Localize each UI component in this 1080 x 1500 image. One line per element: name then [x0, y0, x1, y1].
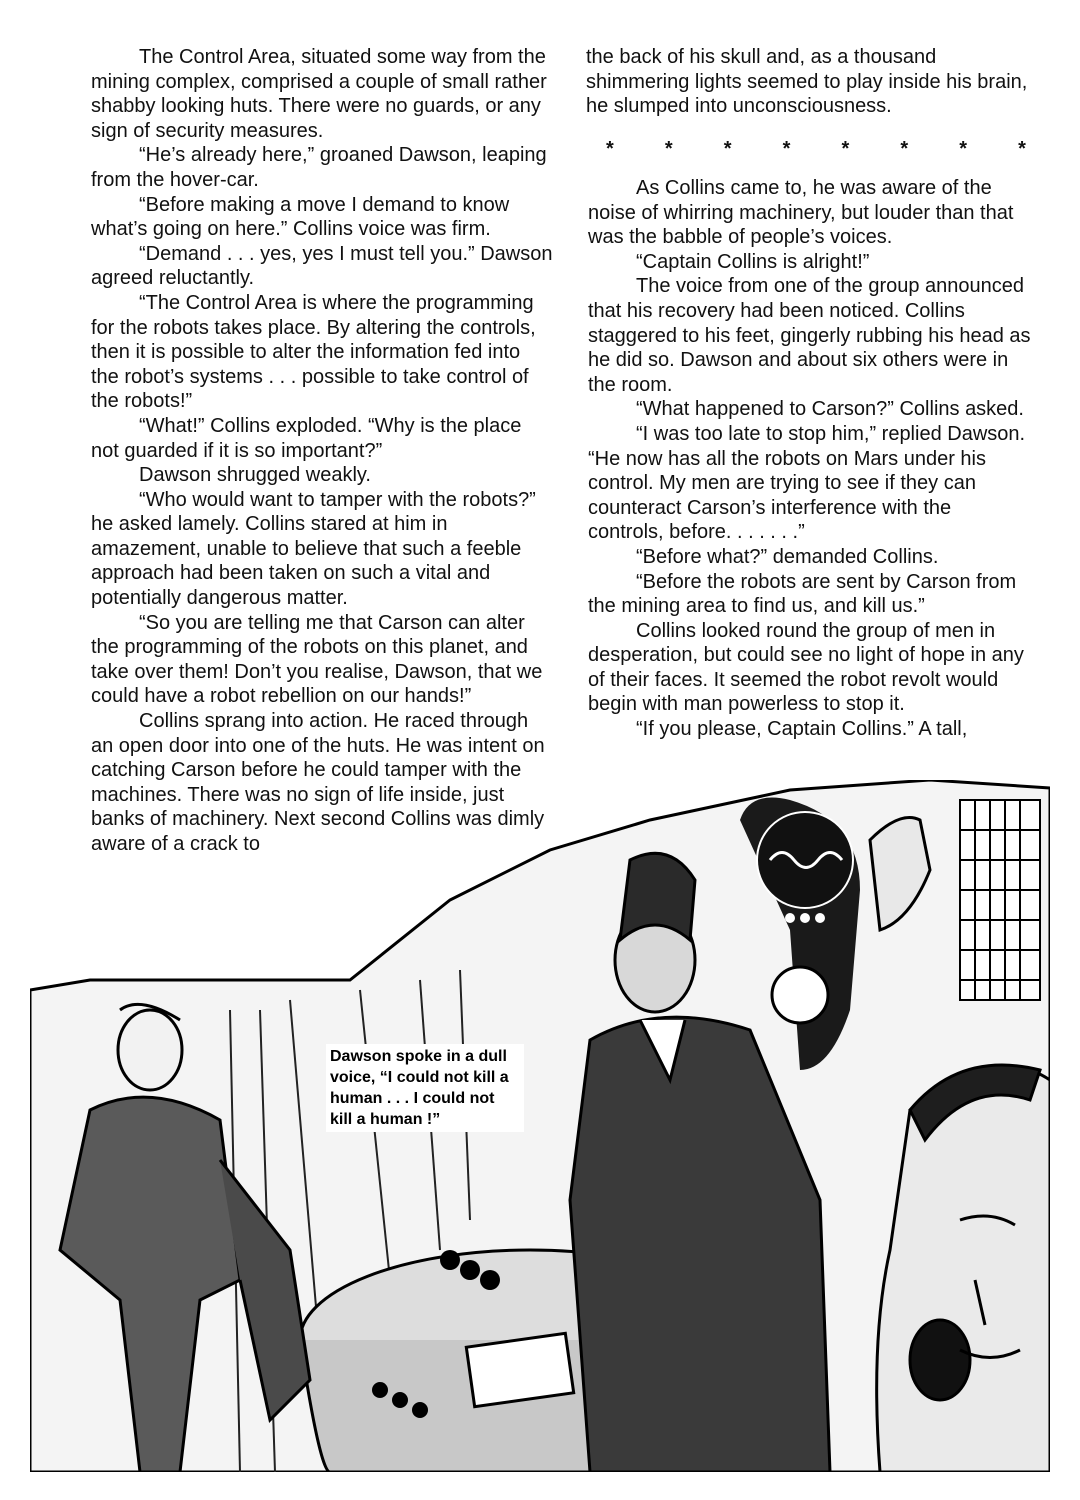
paragraph: Dawson shrugged weakly. [139, 464, 371, 487]
paragraph: Collins looked round the group of men in desperation, but could see no light of hope in any of their faces. It seemed the robot revolt would begin with man powerless to stop it. [588, 619, 1024, 716]
separator-star: * [723, 138, 732, 160]
illustration-caption: Dawson spoke in a dull voice, “I could not kill a human . . . I could not kill a human !” [326, 1044, 524, 1132]
paragraph: The voice from one of the group announced that his recovery had been noticed. Collins staggered to his feet, gingerly rubbing his head as he did so. Dawson and about six others were in the room. [588, 275, 1031, 396]
separator-star: * [900, 138, 909, 160]
paragraph: “The Control Area is where the programming for the robots takes place. By altering the controls, then it is possible to alter the information fed into the robot’s systems . . . possible to take control of the robots!” [91, 291, 536, 413]
paragraph: “He’s already here,” groaned Dawson, leaping from the hover-car. [91, 144, 547, 191]
paragraph: “Demand . . . yes, yes I must tell you.” Dawson agreed reluctantly. [91, 242, 553, 290]
paragraph: “What!” Collins exploded. “Why is the place not guarded if it is so important?” [91, 414, 522, 462]
paragraph: “Before the robots are sent by Carson from the mining area to find us, and kill us.” [588, 570, 1017, 618]
right-text-column-top [586, 45, 1030, 119]
separator-star: * [606, 138, 614, 160]
paragraph: As Collins came to, he was aware of the noise of whirring machinery, but louder than that was the babble of people’s voices. [588, 177, 1014, 249]
separator-star: * [841, 138, 850, 160]
computer-bank [960, 800, 1040, 1000]
separator-star: * [959, 138, 968, 160]
paragraph: “Before what?” demanded Collins. [636, 545, 939, 568]
illustration [30, 780, 1050, 1472]
paragraph: “Who would want to tamper with the robots?” he asked lamely. Collins stared at him in amazement, unable to believe that such a feeble approach had been taken on such a vital and potentially dangerous matter. [91, 488, 536, 610]
paragraph: “So you are telling me that Carson can alter the programming of the robots on this planet, and take over them! Don’t you realise, Dawson, that we could have a robot rebellion on our hands!” [91, 611, 543, 708]
paragraph: Collins sprang into action. He raced through an open door into one of the huts. He was intent on catching Carson before he could tamper with the machines. There was no sign of life inside, just banks of machinery. Next second Collins was dimly aware of a crack to [91, 710, 545, 855]
paragraph: the back of his skull and, as a thousand shimmering lights seemed to play inside his brain, he slumped into unconsciousness. [586, 46, 1028, 118]
paragraph: “Captain Collins is alright!” [636, 250, 870, 273]
separator-star: * [1018, 138, 1026, 160]
separator-star: * [782, 138, 791, 160]
scene-break-separator [606, 138, 1026, 161]
paragraph: “What happened to Carson?” Collins asked. [636, 398, 1024, 421]
paragraph: “I was too late to stop him,” replied Dawson. “He now has all the robots on Mars under his control. My men are trying to see if they can counteract Carson’s interference with the controls, before. . . . . . .” [588, 422, 1026, 544]
right-text-column [588, 176, 1032, 742]
paragraph: “Before making a move I demand to know what’s going on here.” Collins voice was firm. [91, 193, 510, 241]
left-text-column [91, 45, 553, 857]
paragraph: “If you please, Captain Collins.” A tall, [636, 718, 968, 741]
paragraph: The Control Area, situated some way from the mining complex, comprised a couple of small rather shabby looking huts. There were no guards, or any sign of security measures. [91, 46, 547, 142]
separator-star: * [664, 138, 673, 160]
